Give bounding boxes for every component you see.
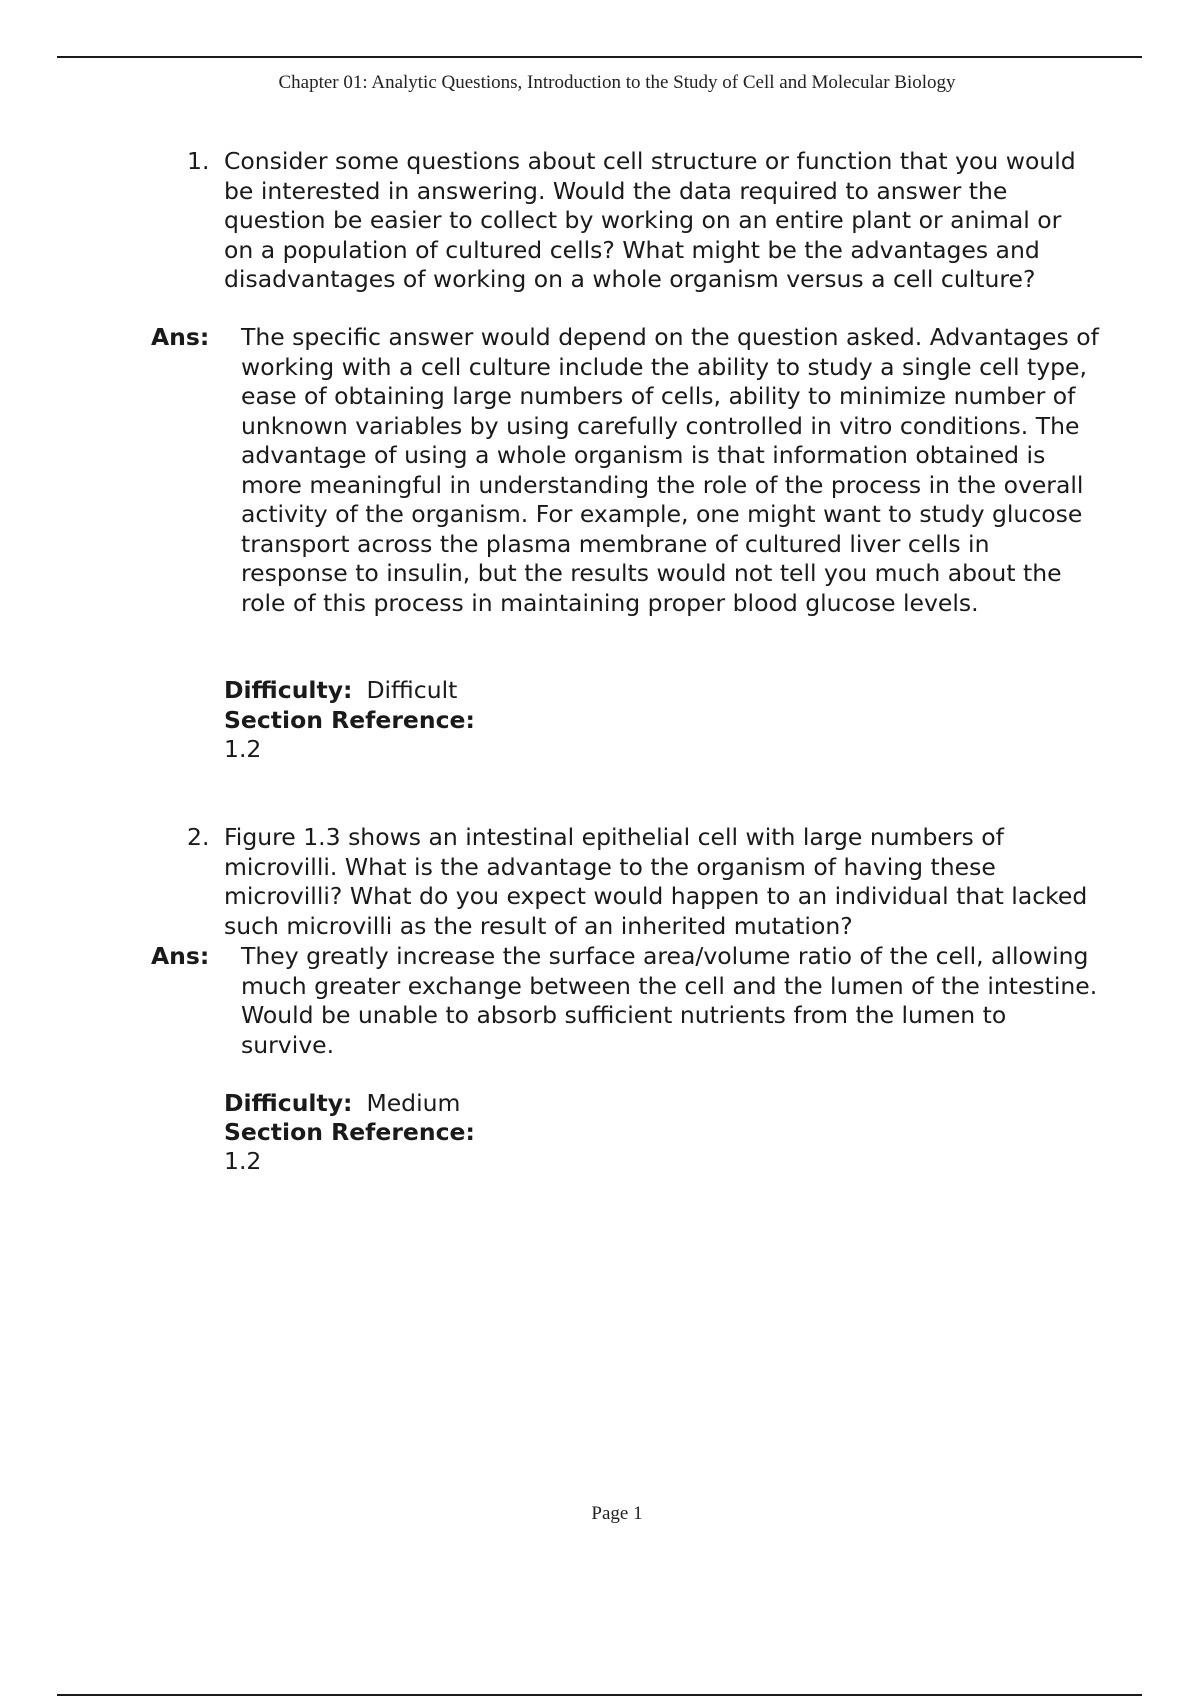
chapter-header: Chapter 01: Analytic Questions, Introduction to the Study of Cell and Molecular Biology <box>278 72 956 93</box>
difficulty-label: Difficulty: <box>224 676 353 704</box>
difficulty-line <box>224 676 457 706</box>
question-number: 2. <box>187 823 210 851</box>
answer-text: The specific answer would depend on the question asked. Advantages of working with a cell culture include the ability to study a single cell type, ease of obtaining large numbers of cells, ability to minimize number of unknown variables by using carefully controlled in vitro conditions. The advantage of using a whole organism is that information obtained is more meaningful in understanding the role of the process in the overall activity of the organism. For example, one might want to study glucose transport across the plasma membrane of cultured liver cells in response to insulin, but the results would not tell you much about the role of this process in maintaining proper blood glucose levels. <box>241 323 1099 617</box>
answer-label: Ans: <box>151 323 210 351</box>
difficulty-label: Difficulty: <box>224 1089 353 1117</box>
question-text: Consider some questions about cell structure or function that you would be interested in answering. Would the data required to answer the question be easier to collect by working on an entire plant or animal or on a population of cultured cells? What might be the advantages and disadvantages of working on a whole organism versus a cell culture? <box>224 147 1076 293</box>
question-number: 1. <box>187 147 210 175</box>
difficulty-value: Difficult <box>366 676 458 704</box>
answer-text: They greatly increase the surface area/volume ratio of the cell, allowing much greater exchange between the cell and the lumen of the intestine. Would be unable to absorb sufficient nutrients from the lumen to survive. <box>241 942 1098 1059</box>
header-rule <box>57 56 1142 58</box>
section-reference-label: Section Reference: <box>224 706 475 734</box>
footer-rule <box>57 1694 1142 1696</box>
section-reference-value: 1.2 <box>224 1147 262 1175</box>
difficulty-value: Medium <box>366 1089 461 1117</box>
difficulty-line <box>224 1089 460 1119</box>
answer-label: Ans: <box>151 942 210 970</box>
section-reference-value: 1.2 <box>224 735 262 763</box>
question-text: Figure 1.3 shows an intestinal epithelial cell with large numbers of microvilli. What is the advantage to the organism of having these microvilli? What do you expect would happen to an individual that lacked such microvilli as the result of an inherited mutation? <box>224 823 1088 940</box>
page-number: Page 1 <box>591 1503 643 1524</box>
section-reference-label: Section Reference: <box>224 1118 475 1146</box>
